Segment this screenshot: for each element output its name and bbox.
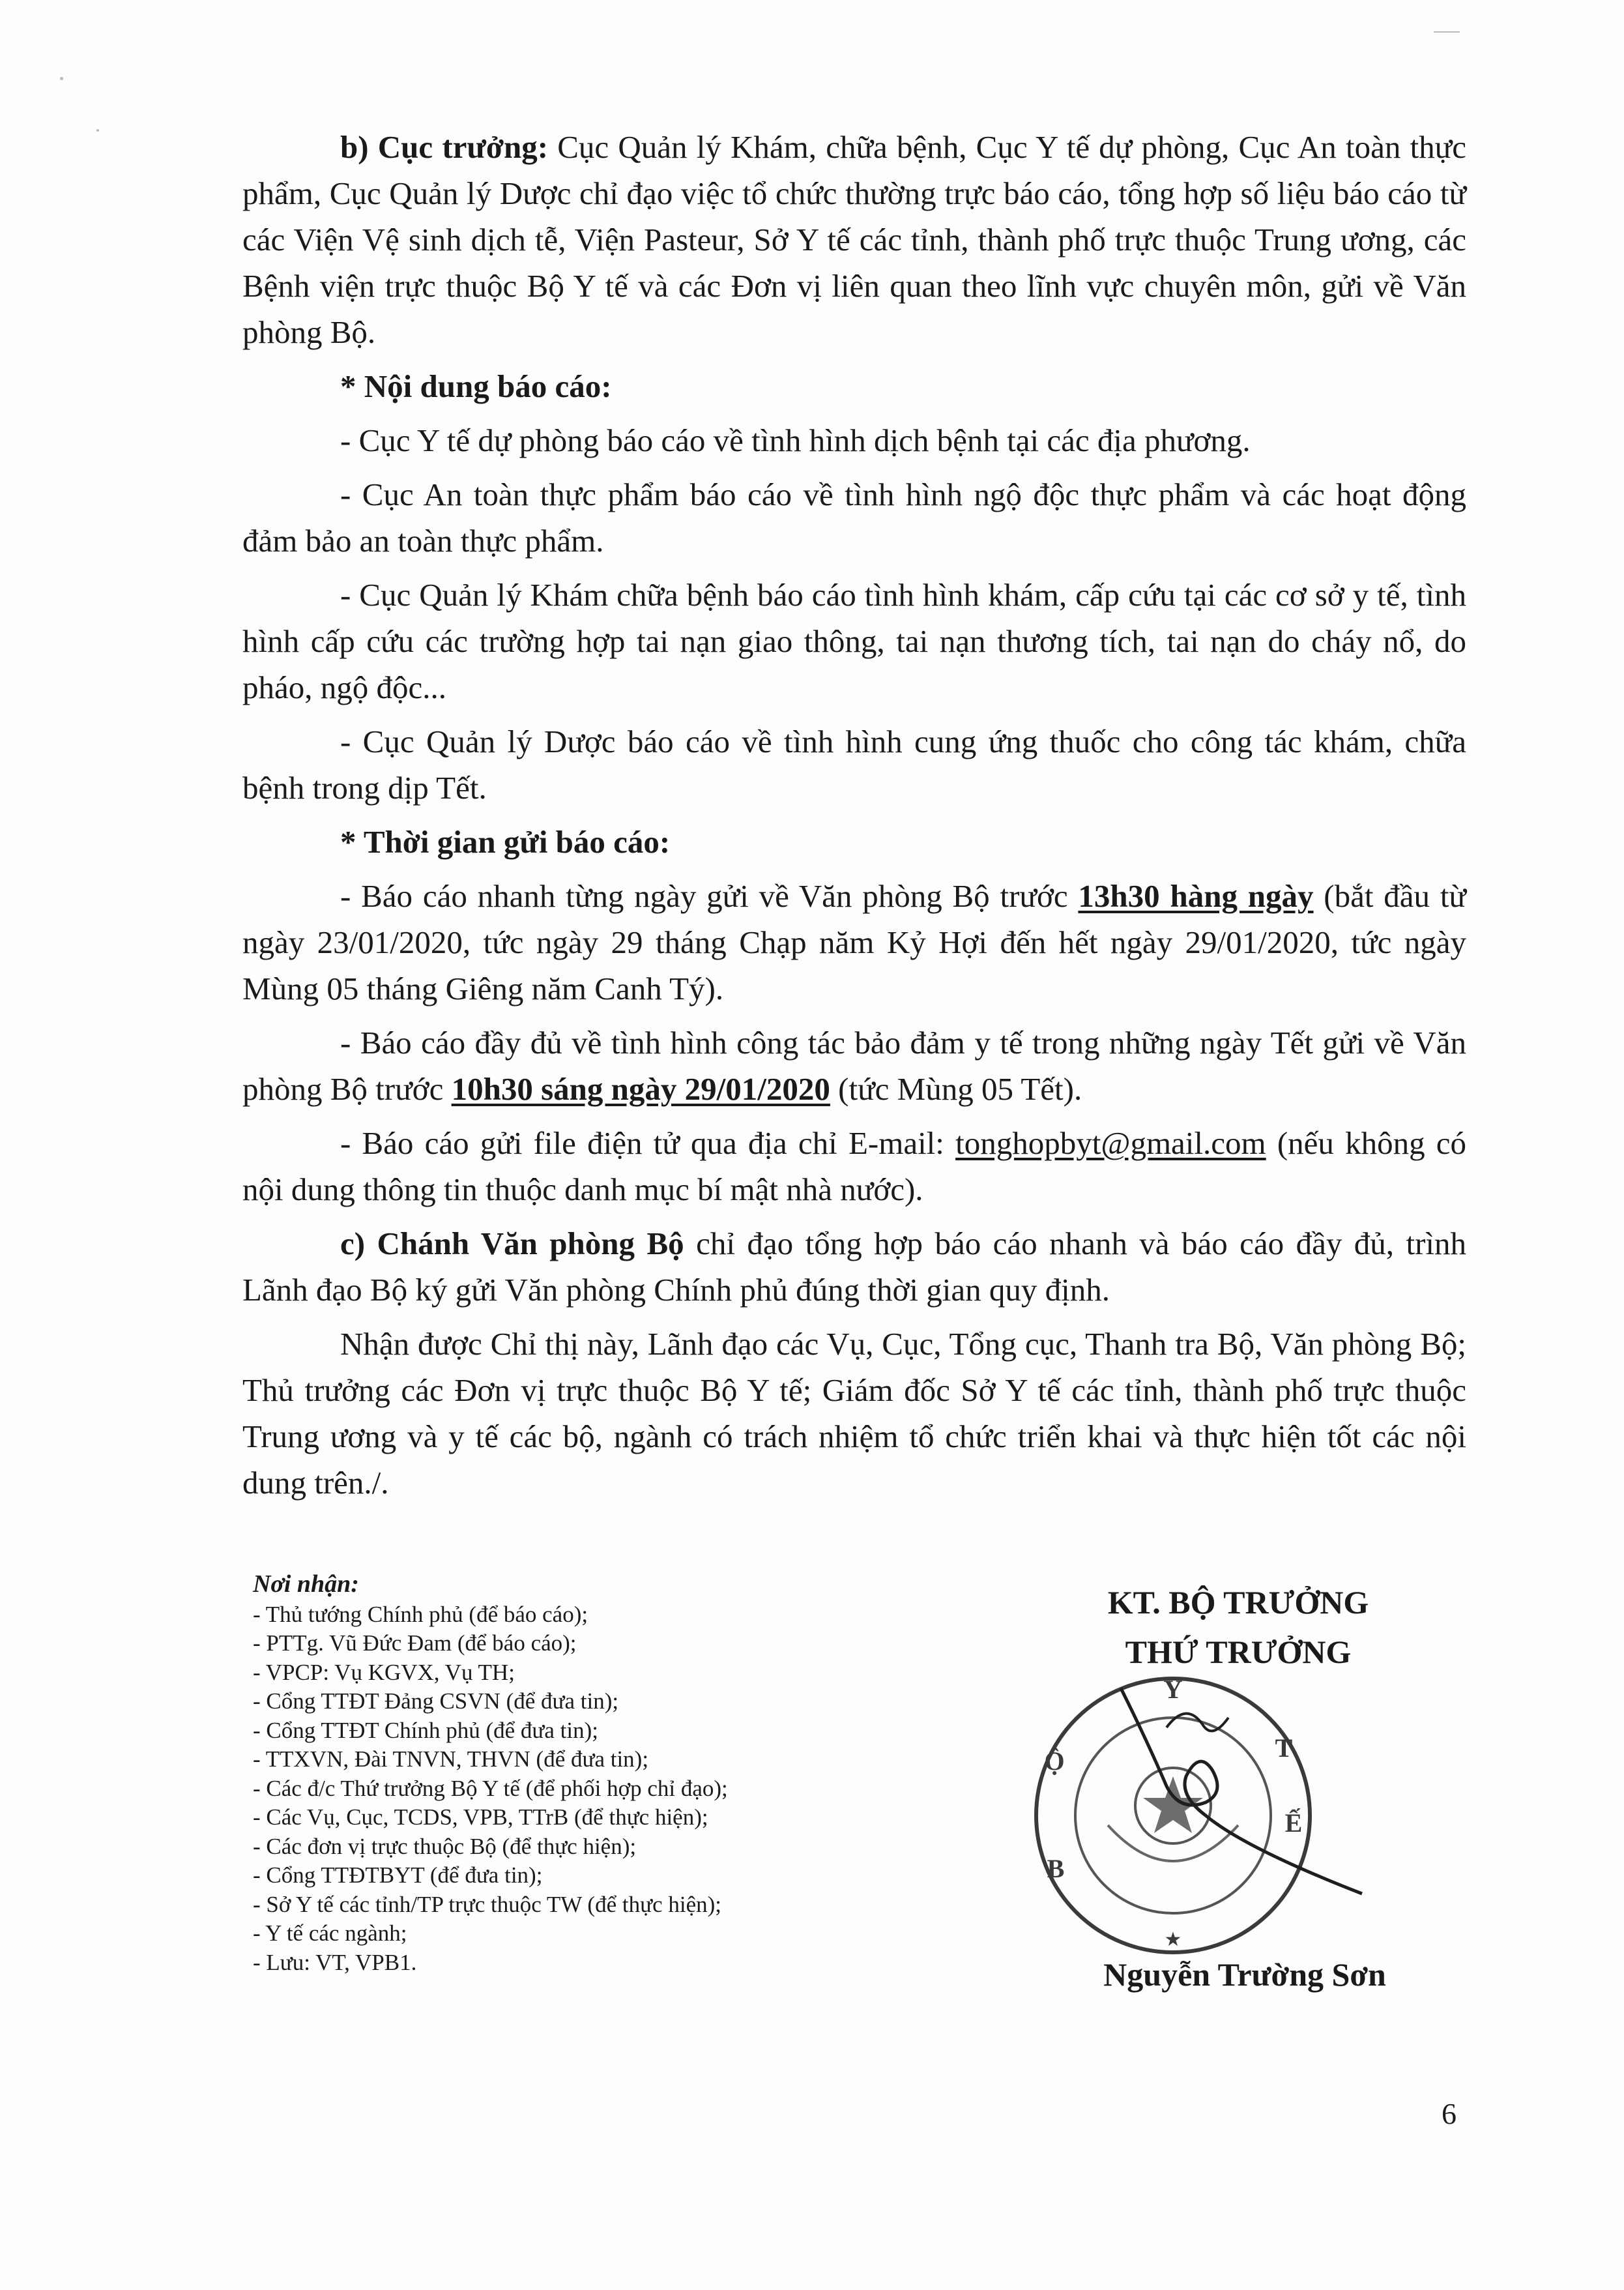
signature-flourish (1167, 1714, 1228, 1731)
seal-letter: Ộ (1044, 1746, 1065, 1776)
recipient-item: - Cổng TTĐT Chính phủ (để đưa tin); (253, 1717, 598, 1743)
signer-name: Nguyễn Trường Sơn (1103, 1956, 1386, 1993)
seal-letter: Ế (1284, 1808, 1303, 1838)
seal-letter: T (1275, 1733, 1293, 1763)
time-item-email-text: - Báo cáo gửi file điện tử qua địa chỉ E-mail: (340, 1125, 956, 1161)
document-body (242, 124, 1466, 1514)
page-number: 6 (1442, 2097, 1457, 2130)
recipient-item: - PTTg. Vũ Đức Đam (để báo cáo); (253, 1630, 577, 1656)
time-item-daily (242, 873, 1466, 1012)
time-item-daily-text: - Báo cáo nhanh từng ngày gửi về Văn phòng Bộ trước (340, 878, 1079, 914)
seal-letter: B (1047, 1854, 1065, 1883)
recipient-item: - Thủ tướng Chính phủ (để báo cáo); (253, 1601, 588, 1627)
time-item-daily-period: (bắt đầu từ ngày 23/01/2020, tức ngày 29 tháng Chạp năm Kỷ Hợi đến hết ngày 29/01/2020, tức ngày Mùng 05 tháng Giêng năm Canh Tý). (242, 878, 1466, 1006)
scan-speck (60, 77, 63, 80)
paragraph-b-text: Cục Quản lý Khám, chữa bệnh, Cục Y tế dự phòng, Cục An toàn thực phẩm, Cục Quản lý Dược chỉ đạo việc tổ chức thường trực báo cáo, tổng hợp số liệu báo cáo từ các Viện Vệ sinh dịch tễ, Viện Pasteur, Sở Y tế các tỉnh, thành phố trực thuộc Trung ương, các Bệnh viện trực thuộc Bộ Y tế và các Đơn vị liên quan theo lĩnh vực chuyên môn, gửi về Văn phòng Bộ. (242, 129, 1466, 350)
time-heading: * Thời gian gửi báo cáo: (340, 824, 671, 860)
recipient-item: - TTXVN, Đài TNVN, THVN (để đưa tin); (253, 1746, 649, 1772)
time-item-email (242, 1120, 1466, 1212)
scan-speck (96, 129, 99, 132)
content-item: - Cục Y tế dự phòng báo cáo về tình hình dịch bệnh tại các địa phương. (340, 422, 1251, 458)
content-item: - Cục Quản lý Khám chữa bệnh báo cáo tình hình khám, cấp cứu tại các cơ sở y tế, tình hình cấp cứu các trường hợp tai nạn giao thông, tai nạn thương tích, tai nạn do cháy nổ, do pháo, ngộ độc... (242, 577, 1466, 705)
paragraph-c-lead: c) Chánh Văn phòng Bộ (340, 1226, 684, 1261)
recipient-item: - Y tế các ngành; (253, 1920, 407, 1946)
seal-letter: Y (1163, 1675, 1183, 1704)
recipient-item: - Các đơn vị trực thuộc Bộ (để thực hiện); (253, 1833, 637, 1859)
content-item: - Cục Quản lý Dược báo cáo về tình hình cung ứng thuốc cho công tác khám, chữa bệnh trong dịp Tết. (242, 724, 1466, 806)
recipients-heading: Nơi nhận: (253, 1570, 359, 1598)
recipient-item: - Cổng TTĐT Đảng CSVN (để đưa tin); (253, 1688, 619, 1714)
content-heading: * Nội dung báo cáo: (340, 368, 612, 404)
email-link[interactable]: tonghopbyt@gmail.com (955, 1125, 1266, 1161)
paragraph-b-lead: b) Cục trưởng: (340, 129, 549, 165)
seal-star: ★ (1164, 1928, 1182, 1951)
recipient-item: - VPCP: Vụ KGVX, Vụ TH; (253, 1659, 515, 1685)
paragraph-b (242, 124, 1466, 355)
paragraph-c (242, 1220, 1466, 1313)
paragraph-c-text: chỉ đạo tổng hợp báo cáo nhanh và báo cáo đầy đủ, trình Lãnh đạo Bộ ký gửi Văn phòng Chính phủ đúng thời gian quy định. (242, 1226, 1466, 1308)
recipient-item: - Lưu: VT, VPB1. (253, 1949, 417, 1975)
recipient-item: - Cổng TTĐTBYT (để đưa tin); (253, 1862, 543, 1888)
content-item: - Cục An toàn thực phẩm báo cáo về tình hình ngộ độc thực phẩm và các hoạt động đảm bảo an toàn thực phẩm. (242, 477, 1466, 559)
recipient-item: - Các Vụ, Cục, TCDS, VPB, TTrB (để thực hiện); (253, 1804, 708, 1830)
time-item-full-note: (tức Mùng 05 Tết). (830, 1071, 1082, 1107)
time-item-full (242, 1020, 1466, 1112)
signature-line-1: KT. BỘ TRƯỞNG (1107, 1584, 1369, 1621)
recipient-item: - Sở Y tế các tỉnh/TP trực thuộc TW (để thực hiện); (253, 1891, 721, 1917)
closing-paragraph: Nhận được Chỉ thị này, Lãnh đạo các Vụ, Cục, Tổng cục, Thanh tra Bộ, Văn phòng Bộ; Thủ trưởng các Đơn vị trực thuộc Bộ Y tế; Giám đốc Sở Y tế các tỉnh, thành phố trực thuộc Trung ương và y tế các bộ, ngành có trách nhiệm tổ chức triển khai và thực hiện tốt các nội dung trên./. (242, 1326, 1466, 1501)
official-seal-icon (1004, 1662, 1369, 1969)
signature-line-2: THỨ TRƯỞNG (1125, 1634, 1352, 1670)
time-item-full-text: - Báo cáo đầy đủ về tình hình công tác bảo đảm y tế trong những ngày Tết gửi về Văn phòng Bộ trước (242, 1025, 1466, 1107)
recipient-item: - Các đ/c Thứ trưởng Bộ Y tế (để phối hợp chỉ đạo); (253, 1775, 728, 1801)
daily-deadline: 13h30 hàng ngày (1078, 878, 1314, 914)
scan-speck (1434, 31, 1460, 33)
time-item-email-note: (nếu không có nội dung thông tin thuộc danh mục bí mật nhà nước). (242, 1125, 1466, 1207)
recipients-block (253, 1570, 970, 1977)
full-report-deadline: 10h30 sáng ngày 29/01/2020 (451, 1071, 830, 1107)
